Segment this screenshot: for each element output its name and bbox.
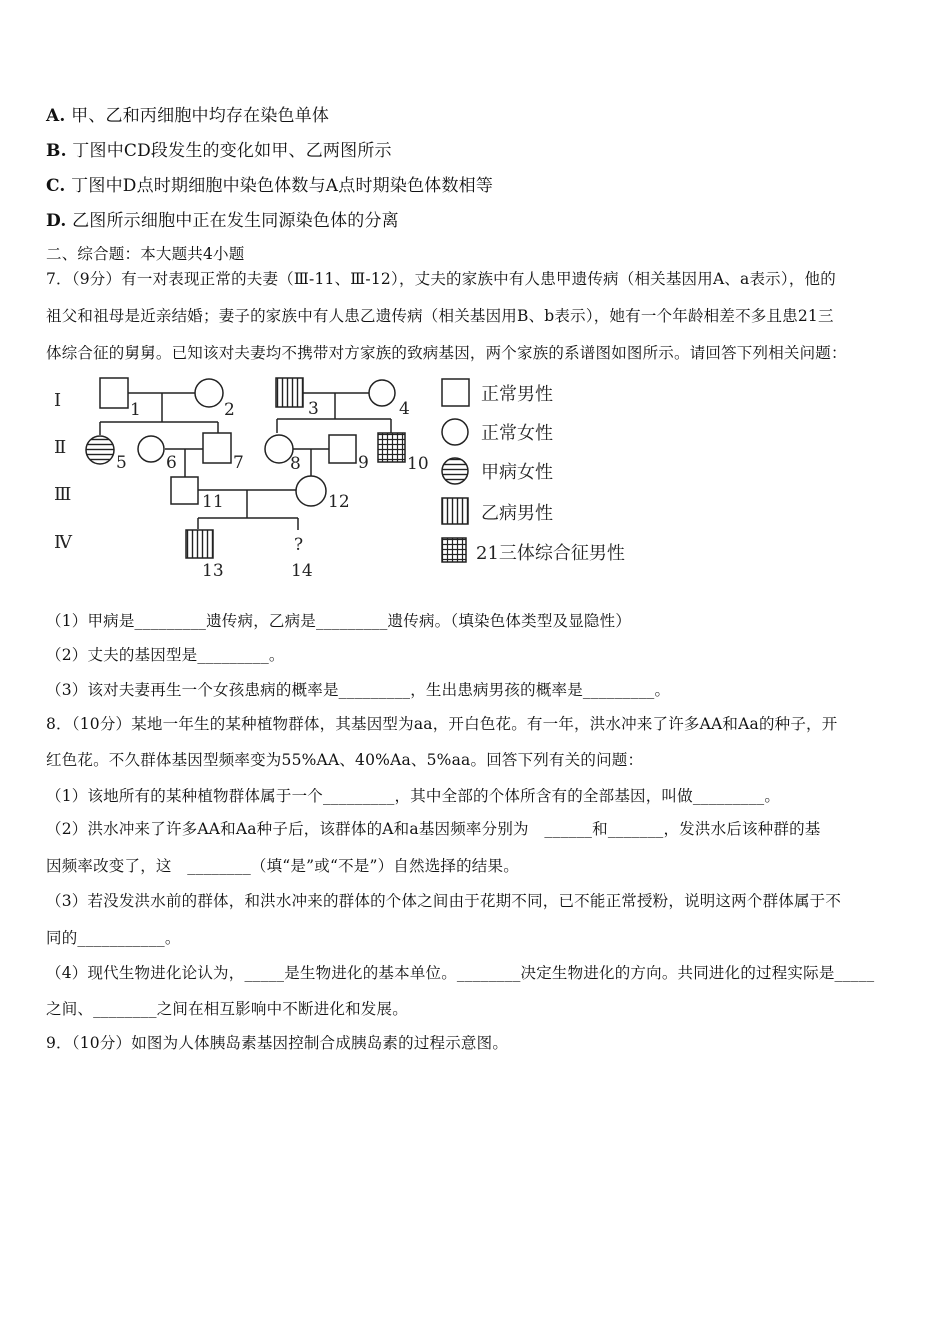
option-letter: D. <box>46 211 67 231</box>
individual-number: 3 <box>308 399 319 419</box>
q7-line-3: 体综合征的舅舅。已知该对夫妻均不携带对方家族的致病基因，两个家族的系谱图如图所示。请回答下列相关问题： <box>46 344 847 362</box>
q8-line-2: 红色花。不久群体基因型频率变为55%AA、40%Aa、5%aa。回答下列有关的问题： <box>46 751 644 769</box>
q8-line-7: 同的___________。 <box>46 929 181 947</box>
individual-ii10-trisomy-21-male <box>378 433 405 462</box>
individual-number: 1 <box>130 400 141 420</box>
individual-number: 9 <box>358 453 369 473</box>
q7-line-1: 7．（9分）有一对表现正常的夫妻（Ⅲ-11、Ⅲ-12），丈夫的家族中有人患甲遗传病（相关基因用A、a表示），他的 <box>46 270 836 288</box>
option-a <box>46 101 329 126</box>
individual-number: 8 <box>290 454 301 474</box>
individual-i3-disease-b-male <box>276 378 303 407</box>
individual-ii6-normal-female <box>138 436 164 462</box>
individual-number: 5 <box>116 453 127 473</box>
option-c <box>46 171 493 196</box>
q8-line-8: （4）现代生物进化论认为，_____是生物进化的基本单位。________决定生物进化的方向。共同进化的过程实际是_____ <box>46 964 875 982</box>
individual-number: 7 <box>233 453 244 473</box>
option-letter: B. <box>46 141 67 161</box>
q8-line-3: （1）该地所有的某种植物群体属于一个_________，其中全部的个体所含有的全部基因，叫做_________。 <box>46 787 781 805</box>
option-text: 丁图中D点时期细胞中染色体数与A点时期染色体数相等 <box>71 176 494 196</box>
option-b <box>46 136 392 161</box>
individual-i4-normal-female <box>369 380 395 406</box>
generation-label: Ⅰ <box>54 390 62 411</box>
individual-ii8-normal-female <box>265 435 293 463</box>
generation-label: Ⅳ <box>54 532 72 553</box>
legend-label: 甲病女性 <box>481 462 553 483</box>
q7-sub-1: （1）甲病是_________遗传病，乙病是_________遗传病。（填染色体类型及显隐性） <box>46 612 632 630</box>
q8-line-1: 8．（10分）某地一年生的某种植物群体，其基因型为aa，开白色花。有一年，洪水冲来了许多AA和Aa的种子，开 <box>46 715 838 733</box>
individual-number: 2 <box>224 400 235 420</box>
legend-label: 正常男性 <box>481 384 553 405</box>
individual-ii5-disease-a-female <box>86 436 114 464</box>
legend-label: 正常女性 <box>481 423 553 444</box>
q8-line-9: 之间、________之间在相互影响中不断进化和发展。 <box>46 1000 408 1018</box>
q7-sub-2: （2）丈夫的基因型是_________。 <box>46 646 285 664</box>
legend-label: 乙病男性 <box>481 503 553 524</box>
individual-number: 12 <box>328 492 350 512</box>
option-text: 丁图中CD段发生的变化如甲、乙两图所示 <box>72 141 392 161</box>
individual-i1-normal-male <box>100 378 128 408</box>
q8-line-5: 因频率改变了，这 ________（填“是”或“不是”）自然选择的结果。 <box>46 857 519 875</box>
individual-number: 10 <box>407 454 429 474</box>
option-text: 乙图所示细胞中正在发生同源染色体的分离 <box>72 211 399 231</box>
individual-iv13-disease-b-male <box>186 530 213 558</box>
individual-number: 6 <box>166 453 177 473</box>
legend-label: 21三体综合征男性 <box>476 543 625 564</box>
individual-iii12-normal-female <box>296 476 326 506</box>
q9-line-1: 9．（10分）如图为人体胰岛素基因控制合成胰岛素的过程示意图。 <box>46 1034 509 1052</box>
section-heading: 二、综合题：本大题共4小题 <box>46 245 245 263</box>
legend-symbol-normal-female <box>442 419 468 445</box>
individual-number: 14 <box>291 561 313 581</box>
option-letter: A. <box>46 106 66 126</box>
individual-iii11-normal-male <box>171 477 198 504</box>
generation-label: Ⅲ <box>54 484 72 505</box>
generation-label: Ⅱ <box>54 437 67 458</box>
individual-number: 11 <box>202 492 224 512</box>
legend-symbol-disease-b-male <box>442 498 468 524</box>
q8-line-6: （3）若没发洪水前的群体，和洪水冲来的群体的个体之间由于花期不同，已不能正常授粉，说明这两个群体属于不 <box>46 892 842 910</box>
pedigree-chart <box>40 372 680 587</box>
individual-number: 4 <box>399 399 410 419</box>
legend-symbol-disease-a-female <box>442 458 468 484</box>
legend-symbol-normal-male <box>442 379 469 406</box>
individual-ii9-normal-male <box>329 435 356 463</box>
q8-line-4: （2）洪水冲来了许多AA和Aa种子后，该群体的A和a基因频率分别为 ______和_______，发洪水后该种群的基 <box>46 820 821 838</box>
legend-symbol-trisomy-21-male <box>442 538 466 562</box>
individual-number: 13 <box>202 561 224 581</box>
unknown-individual-mark: ? <box>294 535 304 555</box>
individual-ii7-normal-male <box>203 433 231 463</box>
option-letter: C. <box>46 176 66 196</box>
q7-line-2: 祖父和祖母是近亲结婚；妻子的家族中有人患乙遗传病（相关基因用B、b表示），她有一个年龄相差不多且患21三 <box>46 307 834 325</box>
individual-i2-normal-female <box>195 379 223 407</box>
option-d <box>46 206 399 231</box>
q7-sub-3: （3）该对夫妻再生一个女孩患病的概率是_________，生出患病男孩的概率是_________。 <box>46 681 671 699</box>
option-text: 甲、乙和丙细胞中均存在染色单体 <box>71 106 330 126</box>
